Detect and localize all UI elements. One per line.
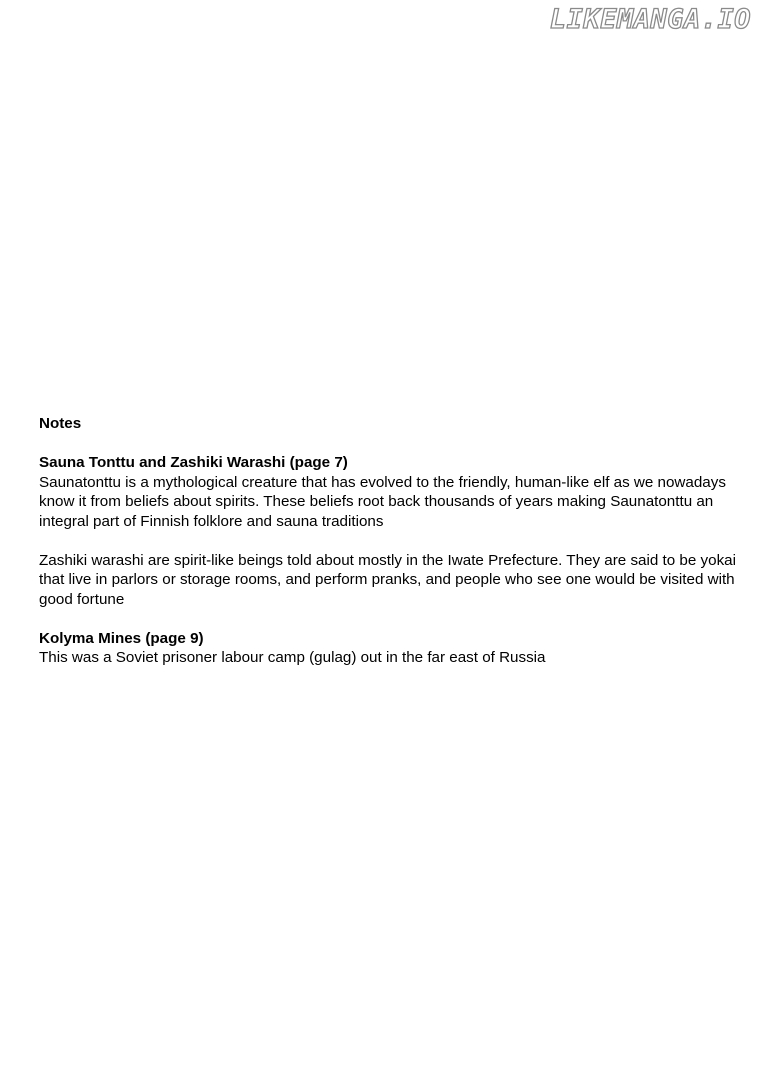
section-heading: Sauna Tonttu and Zashiki Warashi (page 7) <box>39 454 348 471</box>
section-paragraph: Saunatonttu is a mythological creature that has evolved to the friendly, human-like elf as we nowadays know it from beliefs about spirits. These beliefs root back thousands of years making Saunatonttu an integral part of Finnish folklore and sauna traditions <box>39 473 726 530</box>
notes-block <box>39 414 739 687</box>
section-paragraph: Zashiki warashi are spirit-like beings told about mostly in the Iwate Prefecture. They are said to be yokai that live in parlors or storage rooms, and perform pranks, and people who see one would be visited with good fortune <box>39 551 736 608</box>
section-paragraph: This was a Soviet prisoner labour camp (gulag) out in the far east of Russia <box>39 649 546 666</box>
note-section-sauna-tonttu <box>39 453 739 609</box>
section-heading: Kolyma Mines (page 9) <box>39 629 204 647</box>
note-section-kolyma-mines <box>39 629 739 668</box>
site-watermark: LIKEMANGA.IO <box>549 4 751 35</box>
notes-title: Notes <box>39 415 82 432</box>
